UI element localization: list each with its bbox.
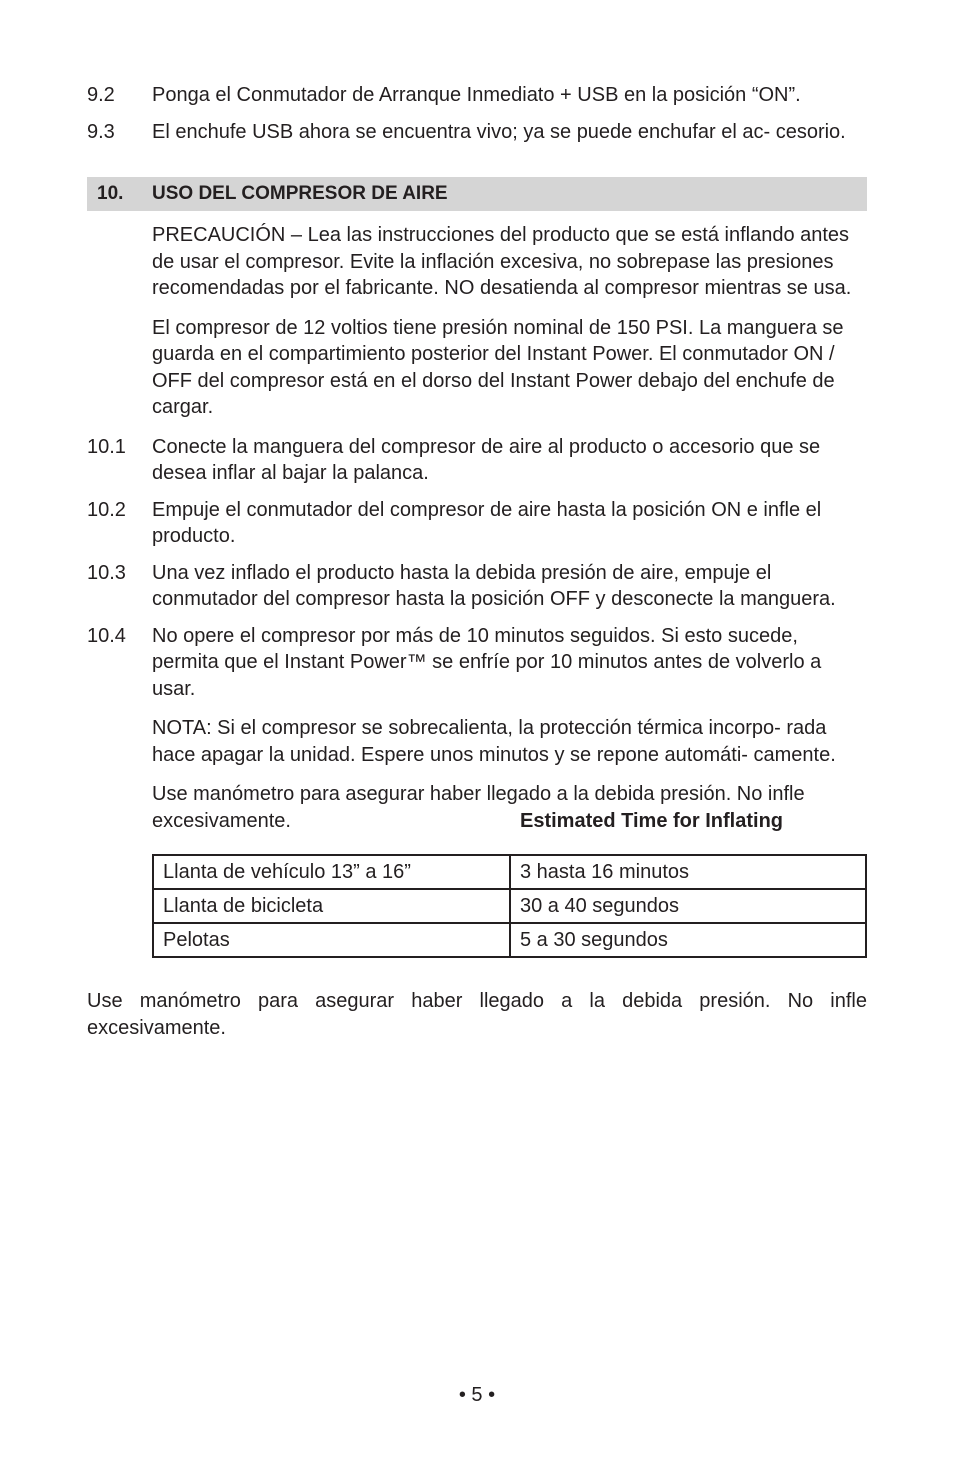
- table-row: [153, 889, 866, 923]
- item-number: 10.2: [87, 498, 126, 521]
- table-title: Estimated Time for Inflating: [520, 809, 783, 832]
- table-cell-item: Llanta de bicicleta: [153, 889, 510, 923]
- section-number: 10.: [97, 183, 124, 204]
- item-number: 9.2: [87, 84, 115, 106]
- item-number: 10.4: [87, 624, 126, 647]
- item-number: 10.1: [87, 435, 126, 458]
- intro-paragraph: El compresor de 12 voltios tiene presión nominal de 150 PSI. La manguera se guarda en el compartimiento posterior del Instant Power. El conmutador ON / OFF del compresor está en el dorso del Instant Power debajo del enchufe de cargar.: [152, 316, 844, 418]
- inflation-time-table: [152, 854, 867, 958]
- item-text: Una vez inflado el producto hasta la debida presión de aire, empuje el conmutador del compresor hasta la posición OFF y desconecte la manguera.: [152, 561, 836, 610]
- section-heading: [87, 177, 867, 211]
- list-item-10-2: [87, 497, 867, 550]
- item-number: 9.3: [87, 120, 115, 143]
- list-item-10-1: [87, 434, 867, 487]
- gauge-paragraph: [152, 781, 867, 834]
- table-cell-time: 3 hasta 16 minutos: [510, 855, 866, 889]
- list-item-9-2: [87, 82, 867, 109]
- table-row: [153, 855, 866, 889]
- table-row: [153, 923, 866, 957]
- item-text: Empuje el conmutador del compresor de aire hasta la posición ON e infle el producto.: [152, 498, 822, 547]
- caution-paragraph: PRECAUCIÓN – Lea las instrucciones del producto que se está inflando antes de usar el compresor. Evite la inflación excesiva, no sobrepase las presiones recomendadas por el fabricante. NO desatienda al compresor mientras se usa.: [152, 224, 852, 299]
- note-paragraph: NOTA: Si el compresor se sobrecalienta, la protección térmica incorpo- rada hace apagar la unidad. Espere unos minutos y se repone automáti- camente.: [152, 717, 836, 766]
- gauge-line-2: [152, 808, 867, 835]
- page-number: • 5 •: [458, 1384, 496, 1406]
- list-item-10-3: [87, 560, 867, 613]
- table-cell-time: 5 a 30 segundos: [510, 923, 866, 957]
- item-text: El enchufe USB ahora se encuentra vivo; ya se puede enchufar el ac- cesorio.: [152, 120, 846, 143]
- section-title: USO DEL COMPRESOR DE AIRE: [152, 183, 448, 204]
- table-cell-item: Llanta de vehículo 13” a 16”: [153, 855, 510, 889]
- item-text: Conecte la manguera del compresor de aire al producto o accesorio que se desea inflar al bajar la palanca.: [152, 435, 821, 484]
- item-text: No opere el compresor por más de 10 minutos seguidos. Si esto sucede, permita que el Instant Power™ se enfríe por 10 minutos antes de volverlo a usar.: [152, 624, 822, 700]
- item-number: 10.3: [87, 561, 126, 584]
- item-text: Ponga el Conmutador de Arranque Inmediato + USB en la posición “ON”.: [152, 84, 801, 106]
- gauge-line-2-text: excesivamente.: [152, 809, 291, 832]
- manual-page: [87, 82, 867, 1042]
- list-item-9-3: [87, 119, 867, 146]
- list-item-10-4: [87, 623, 867, 703]
- gauge-line-1: Use manómetro para asegurar haber llegado a la debida presión. No infle: [152, 783, 805, 805]
- table-cell-item: Pelotas: [153, 923, 510, 957]
- table-cell-time: 30 a 40 segundos: [510, 889, 866, 923]
- bottom-paragraph: Use manómetro para asegurar haber llegado a la debida presión. No infle excesivamente.: [87, 990, 867, 1039]
